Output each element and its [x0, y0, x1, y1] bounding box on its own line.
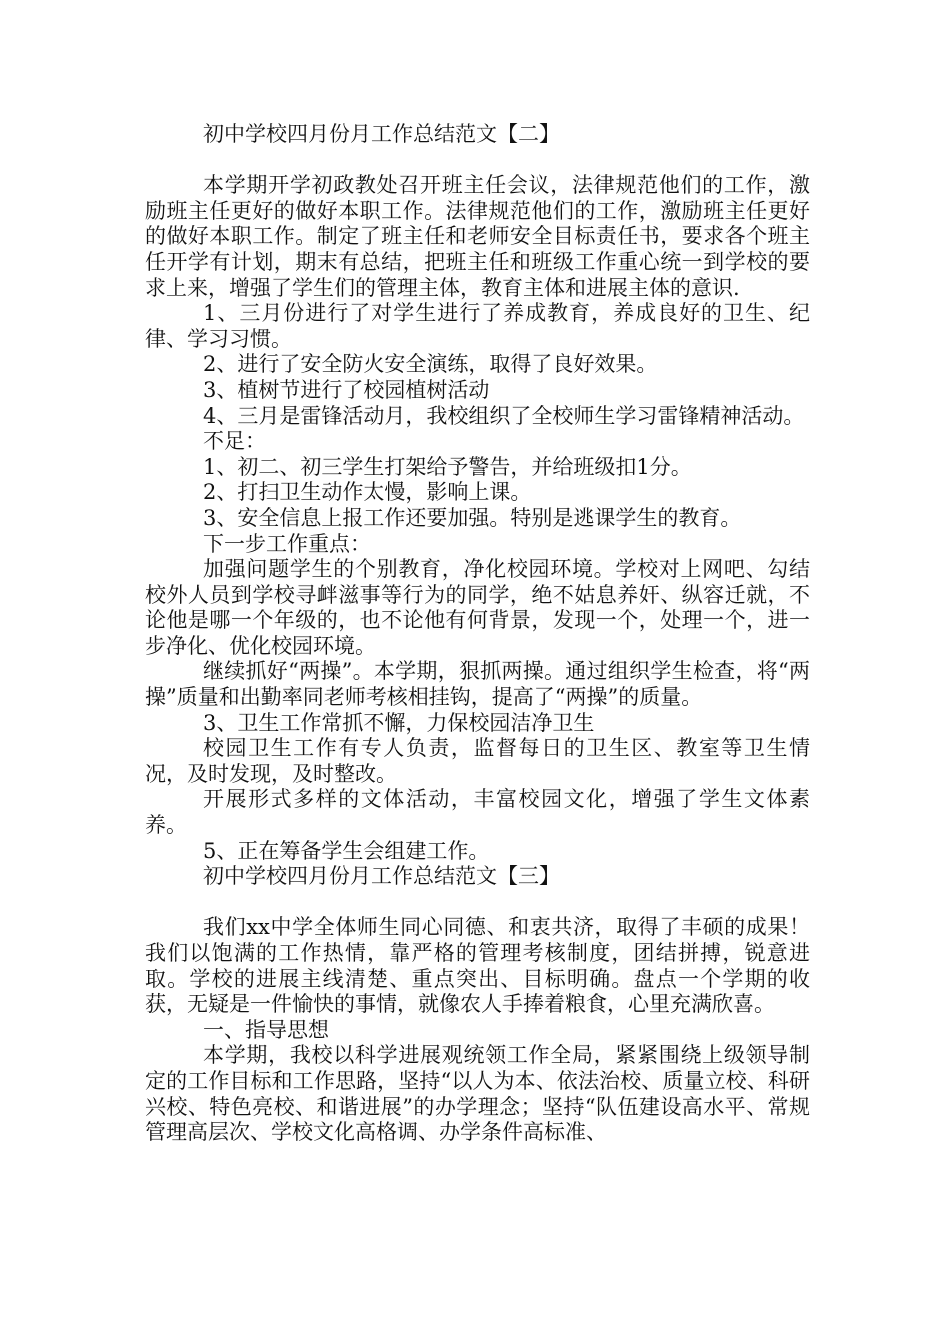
guiding-ideology-paragraph: 本学期，我校以科学进展观统领工作全局，紧紧围绕上级领导制定的工作目标和工作思路，坚持“以人为本、依法治校、质量立校、科研兴校、特色亮校、和谐进展”的办学理念；坚持“队伍建设高水平、常规管理高层次、学校文化高格调、办学条件高标准、: [145, 1043, 810, 1145]
section-2-item: 3、植树节进行了校园植树活动: [203, 377, 490, 402]
section-2-item: 2、进行了安全防火安全演练，取得了良好效果。: [203, 352, 658, 377]
section-2-item: 4、三月是雷锋活动月，我校组织了全校师生学习雷锋精神活动。: [203, 403, 805, 428]
next-steps-paragraph: 加强问题学生的个别教育，净化校园环境。学校对上网吧、勾结校外人员到学校寻衅滋事等行为的同学，绝不姑息养奸、纵容迁就，不论他是哪一个年级的，也不论他有何背景，发现一个，处理一个，进一步净化、优化校园环境。: [145, 557, 810, 658]
shortcoming-item: 3、安全信息上报工作还要加强。特别是逃课学生的教育。: [203, 505, 742, 530]
next-steps-paragraph: 继续抓好“两操”。本学期，狠抓两操。通过组织学生检查，将“两操”质量和出勤率同老师考核相挂钩，提高了“两操”的质量。: [145, 659, 810, 710]
section-3-title: 初中学校四月份月工作总结范文【三】: [203, 864, 560, 889]
next-steps-paragraph: 5、正在筹备学生会组建工作。: [203, 838, 490, 863]
shortcomings-heading: 不足：: [203, 429, 266, 454]
guiding-ideology-heading: 一、指导思想: [203, 1017, 329, 1042]
shortcoming-item: 2、打扫卫生动作太慢，影响上课。: [203, 480, 532, 505]
next-steps-heading: 下一步工作重点：: [203, 531, 371, 556]
section-3-intro: 我们xx中学全体师生同心同德、和衷共济，取得了丰硕的成果！我们以饱满的工作热情，靠严格的管理考核制度，团结拼搏，锐意进取。学校的进展主线清楚、重点突出、目标明确。盘点一个学期的收获，无疑是一件愉快的事情，就像农人手捧着粮食，心里充满欣喜。: [145, 915, 810, 1017]
next-steps-paragraph: 开展形式多样的文体活动，丰富校园文化，增强了学生文体素养。: [145, 787, 810, 838]
next-steps-paragraph: 3、卫生工作常抓不懈，力保校园洁净卫生: [203, 710, 595, 735]
section-2-intro: 本学期开学初政教处召开班主任会议，法律规范他们的工作，激励班主任更好的做好本职工作。法律规范他们的工作，激励班主任更好的做好本职工作。制定了班主任和老师安全目标责任书，要求各个班主任开学有计划，期末有总结，把班主任和班级工作重心统一到学校的要求上来，增强了学生们的管理主体，教育主体和进展主体的意识.: [145, 173, 810, 300]
shortcoming-item: 1、初二、初三学生打架给予警告，并给班级扣1分。: [203, 454, 692, 479]
next-steps-paragraph: 校园卫生工作有专人负责，监督每日的卫生区、教室等卫生情况，及时发现，及时整改。: [145, 736, 810, 786]
section-2-title: 初中学校四月份月工作总结范文【二】: [203, 122, 560, 146]
section-2-item: 1、三月份进行了对学生进行了养成教育，养成良好的卫生、纪律、学习习惯。: [145, 301, 810, 351]
document-page: [145, 122, 810, 1146]
